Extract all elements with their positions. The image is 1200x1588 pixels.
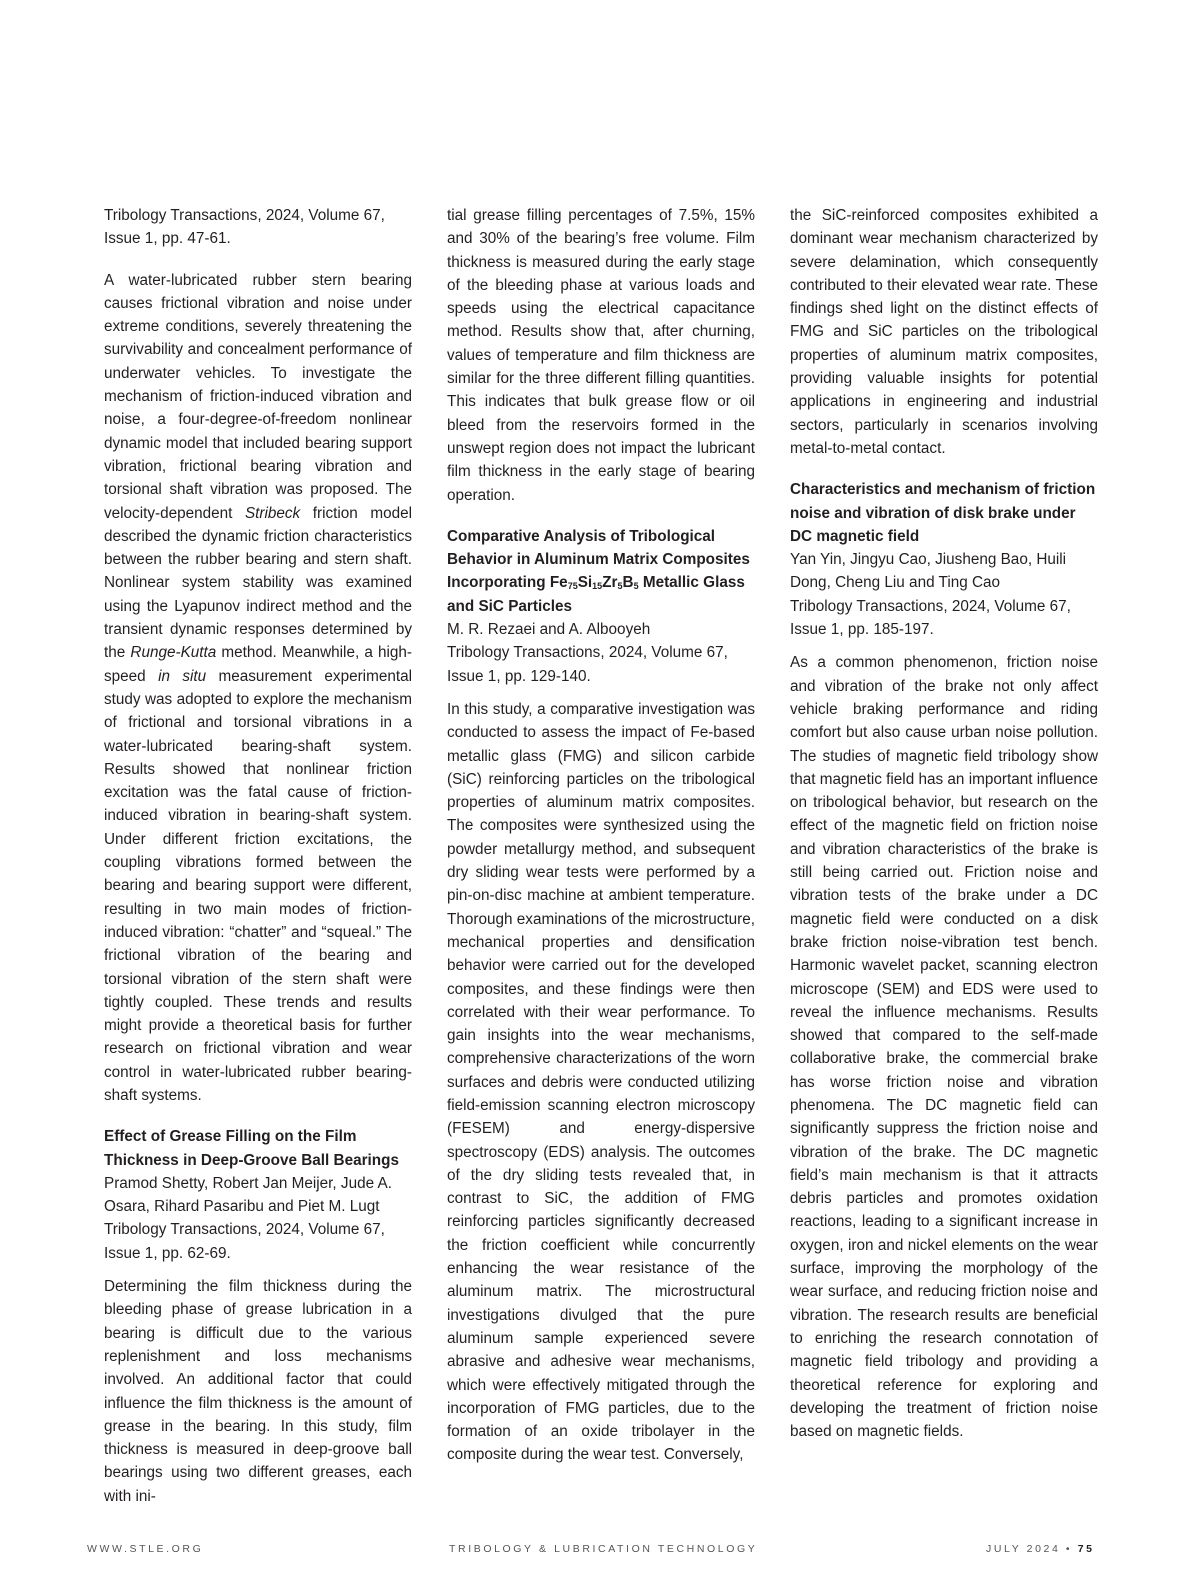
article-citation: Tribology Transactions, 2024, Volume 67, Issue 1, pp. 129-140. <box>447 644 728 685</box>
article-title: Characteristics and mechanism of friction noise and vibration of disk brake under DC magnetic field <box>790 481 1096 545</box>
article-title: Effect of Grease Filling on the Film Thickness in Deep-Groove Ball Bearings <box>104 1128 399 1169</box>
article-abstract-continued: the SiC-reinforced composites exhibited a dominant wear mechanism characterized by severe delamination, which consequently contributed to their elevated wear rate. These findings shed light on the distinct effects of FMG and SiC particles on the tribological properties of aluminum matrix composites, providing valuable insights for potential applications in engineering and industrial sectors, particularly in scenarios involving metal-to-metal contact. <box>790 207 1098 457</box>
article-citation: Tribology Transactions, 2024, Volume 67, Issue 1, pp. 62-69. <box>104 1221 385 1262</box>
article-abstract: As a common phenomenon, friction noise and vibration of the brake not only affect vehicle braking performance and riding comfort but also cause urban noise pollution. The studies of magnetic field tribology show that magnetic field has an important influence on tribological behavior, but research on the effect of the magnetic field on friction noise and vibration characteristics of the brake is still being carried out. Friction noise and vibration tests of the brake under a DC magnetic field were conducted on a disk brake friction noise-vibration test bench. Harmonic wavelet packet, scanning electron microscope (SEM) and EDS were used to reveal the influence mechanisms. Results showed that compared to the self-made collaborative brake, the commercial brake has worse friction noise and vibration phenomena. The DC magnetic field can significantly suppress the friction noise and vibration of the brake. The DC magnetic field’s main mechanism is that it attracts debris particles and promotes oxidation reactions, leading to a significant increase in oxygen, iron and nickel elements on the wear surface, improving the morphology of the wear surface, and reducing friction noise and vibration. The research results are beneficial to enriching the research connotation of magnetic field tribology and providing a theoretical reference for exploring and developing the treatment of friction noise based on magnetic fields. <box>790 654 1098 1441</box>
page-number: 75 <box>1077 1543 1095 1555</box>
article-title: Comparative Analysis of Tribological Behavior in Aluminum Matrix Composites Incorporating $Fe_{75}Si_{15}Zr_5B_5$ Metallic Glass and SiC Particles <box>447 527 750 615</box>
article-authors: Yan Yin, Jingyu Cao, Jiusheng Bao, Huili Dong, Cheng Liu and Ting Cao <box>790 551 1067 592</box>
article-citation: Tribology Transactions, 2024, Volume 67, Issue 1, pp. 47-61. <box>104 207 385 248</box>
footer-separator: • <box>1065 1543 1073 1555</box>
article-authors: Pramod Shetty, Robert Jan Meijer, Jude A. Osara, Rihard Pasaribu and Piet M. Lugt <box>104 1174 392 1216</box>
article-citation: Tribology Transactions, 2024, Volume 67, Issue 1, pp. 185-197. <box>790 597 1071 639</box>
article-abstract: Determining the film thickness during the bleeding phase of grease lubrication in a bearing is difficult due to the various replenishment and loss mechanisms involved. An additional factor that could influence the film thickness is the amount of grease in the bearing. In this study, film thickness is measured in deep-groove ball bearings using two different greases, each with ini- <box>104 1278 412 1505</box>
footer-website: WWW.STLE.ORG <box>87 1543 204 1555</box>
column-2 <box>447 204 755 1477</box>
footer-date: JULY 2024 <box>986 1543 1061 1555</box>
article-abstract: In this study, a comparative investigation was conducted to assess the impact of Fe-based metallic glass (FMG) and silicon carbide (SiC) reinforcing particles on the tribological properties of aluminum matrix composites. The composites were synthesized using the powder metallurgy method, and subsequent dry sliding wear tests were performed by a pin-on-disc machine at ambient temperature. Thorough examinations of the microstructure, mechanical properties and densification behavior were carried out for the developed composites, and these findings were then correlated with their wear performance. To gain insights into the wear mechanisms, comprehensive characterizations of the worn surfaces and debris were conducted utilizing field-emission scanning electron microscopy (FESEM) and energy-dispersive spectroscopy (EDS) analysis. The outcomes of the dry sliding tests revealed that, in contrast to SiC, the addition of FMG reinforcing particles significantly decreased the friction coefficient while concurrently enhancing the wear resistance of the aluminum matrix. The microstructural investigations divulged that the pure aluminum sample experienced severe abrasive and adhesive wear mechanisms, which were effectively mitigated through the incorporation of FMG particles, due to the formation of an oxide tribolayer in the composite during the wear test. Conversely, <box>447 700 755 1464</box>
column-3 <box>790 204 1098 1453</box>
article-abstract-continued: tial grease filling percentages of 7.5%, 15% and 30% of the bearing’s free volume. Film thickness is measured during the early stage of the bleeding phase at various loads and speeds using the electrical capacitance method. Results show that, after churning, values of temperature and film thickness are similar for the three different filling quantities. This indicates that bulk grease flow or oil bleed from the reservoirs formed in the unswept region does not impact the lubricant film thickness in the early stage of bearing operation. <box>447 207 755 504</box>
footer-publication: TRIBOLOGY & LUBRICATION TECHNOLOGY <box>449 1543 758 1555</box>
footer-date-page <box>986 1543 1095 1555</box>
article-abstract: A water-lubricated rubber stern bearing causes frictional vibration and noise under extreme conditions, severely threatening the survivability and concealment performance of underwater vehicles. To investigate the mechanism of friction-induced vibration and noise, a four-degree-of-freedom nonlinear dynamic model that included bearing support vibration, frictional bearing vibration and torsional shaft vibration was proposed. The velocity-dependent Stribeck friction model described the dynamic friction characteristics between the rubber bearing and stern shaft. Nonlinear system stability was examined using the Lyapunov indirect method and the transient dynamic responses determined by the Runge-Kutta method. Meanwhile, a high-speed in situ measurement experimental study was adopted to explore the mechanism of frictional and torsional vibrations in a water-lubricated bearing-shaft system. Results showed that nonlinear friction excitation was the fatal cause of friction-induced vibration in bearing-shaft system. Under different friction excitations, the coupling vibrations formed between the bearing and bearing support were different, resulting in two main modes of friction-induced vibration: “chatter” and “squeal.” The frictional vibration of the bearing and torsional vibration of the stern shaft were tightly coupled. These trends and results might provide a theoretical basis for further research on frictional vibration and wear control in water-lubricated rubber bearing-shaft systems. <box>104 271 413 1104</box>
article-authors: M. R. Rezaei and A. Albooyeh <box>447 621 651 639</box>
column-1 <box>104 204 412 1518</box>
